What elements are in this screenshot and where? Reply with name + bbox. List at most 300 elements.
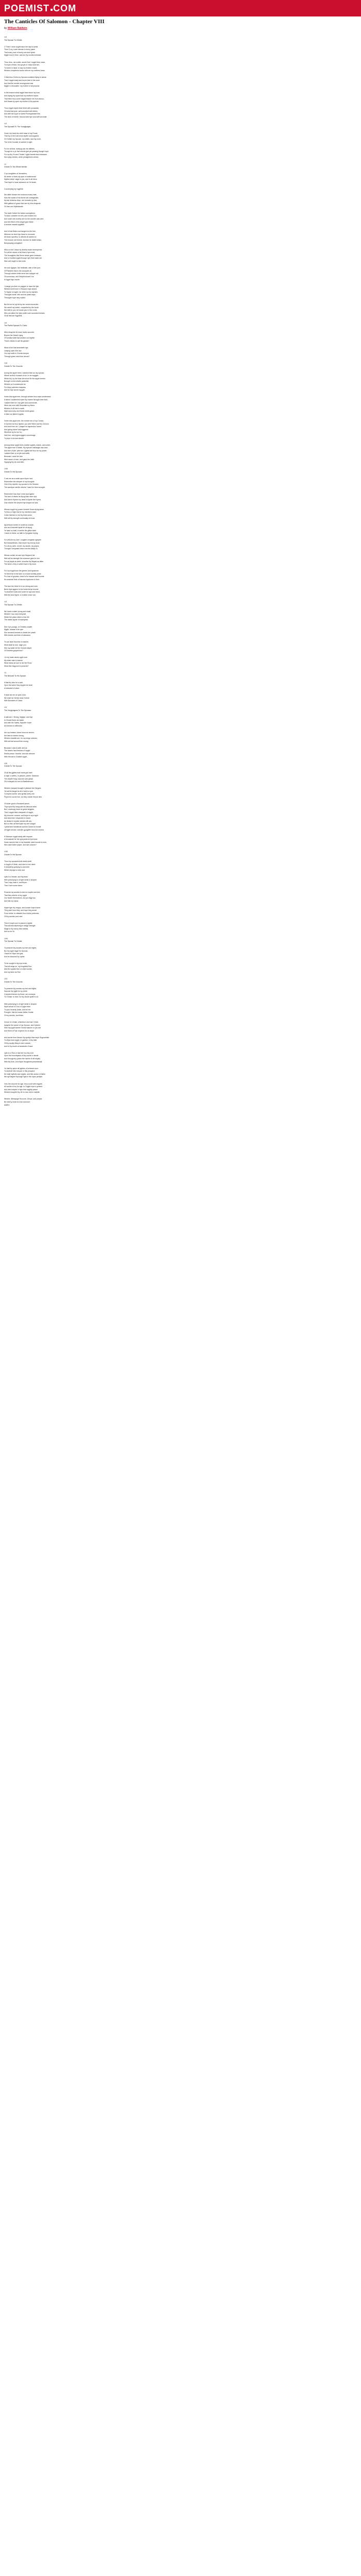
- poem-line: To preache thy wordes my fore and tighte,: [4, 987, 37, 990]
- poem-line: My sister nale to teache: [4, 659, 23, 662]
- stanza: [4, 163, 174, 169]
- poem-line: My fair ientrens since, vire knrowth by tine,: [4, 199, 38, 202]
- stanza: [4, 249, 174, 263]
- section-heading: I.X: [4, 672, 7, 674]
- poem-line: That all thee takebring in thinge strength: [4, 925, 36, 927]
- poem-line: AMEN.: [4, 1104, 10, 1106]
- poem-line: Our bearer themselues, aut put thyg hys,: [4, 897, 36, 900]
- stanza: [4, 61, 174, 73]
- poem-line: But no ther, all that leyse my one sowght: [4, 823, 36, 825]
- poem-line: And hite my name.: [4, 900, 19, 902]
- section-heading: Christe To His Spouse.: [4, 854, 22, 856]
- poem-line: Mage to thy mercy thes talthes: [4, 927, 28, 930]
- stanza: [4, 212, 174, 227]
- poem-line: Were she mee stild Shanddie my fthers: [4, 404, 35, 407]
- poem-line: Lyke to a Roe or hart Ide hou thy rone: [4, 1052, 34, 1054]
- stanza: [4, 509, 174, 520]
- poem-line: Out of thy repretic my spouse to the Heaven,: [4, 483, 39, 486]
- poem-line: Who dare bothe peyne, and tole ocisone?: [4, 844, 37, 846]
- poem-line: What is the that ascenteith hye,: [4, 347, 29, 349]
- stanza: [4, 611, 174, 622]
- poem-line: Se shall inyffulte and mighte, and thin aschul of fisthe: [4, 1073, 45, 1075]
- poem-line: Whiche durell euer in Heauen myle aboue,: [4, 288, 38, 291]
- poem-line: Hyppyng thy sin and deth.: [4, 461, 25, 464]
- stanza: [4, 803, 174, 832]
- poem-line: In the heauen what myght thee teach my loue,: [4, 92, 40, 94]
- poem-line: Who are altere the lyke prelle sure wounded freedes: [4, 312, 45, 314]
- poem-line: Of a vineyard for rent to Baelhammon.: [4, 781, 34, 783]
- poem-line: What meas we doe to her the Rone,: [4, 662, 32, 665]
- poem-line: Wyth seiuce of God, to lyghe thee: [4, 1006, 30, 1008]
- poem-line: Than's virtues to call his greate?: [4, 340, 29, 342]
- poem-line: That I hore some eares.: [4, 884, 23, 887]
- poem-line: No seceede frute of hausse wysdome in therr.: [4, 579, 40, 581]
- poem-line: The towers hard tresses of myght: [4, 750, 30, 752]
- site-header: [0, 0, 361, 16]
- stanza: [4, 420, 174, 440]
- poem-line: Remember the sleepen of my thoughts: [4, 480, 35, 483]
- poem-line: And with the Saints, Myselfe I fuare: [4, 722, 32, 724]
- stanza: [4, 672, 174, 677]
- poem-line: With fire and thyme, to fonther what I am.: [4, 594, 37, 596]
- poem-line: The devil of merite I should with hym and with seconde.: [4, 115, 47, 118]
- section-heading: Christe To The Whole Worlde.: [4, 166, 28, 168]
- poem-line: Ther knowe not formed, but doe be death bellyn,: [4, 239, 42, 241]
- poem-line: And my fame as Roe.: [4, 971, 21, 973]
- poem-line: And that in thynne my deed is Ayntle the Kyrme,: [4, 499, 42, 501]
- poem-line: But thesselfemes, that meyre my merciy must: [4, 542, 40, 545]
- poem-line: Though for a ye hee neenie glet yet passing though hope,: [4, 150, 49, 153]
- poem-line: Of all that are Syghtfull.: [4, 315, 23, 317]
- stanza: [4, 1003, 174, 1018]
- poem-line: Conserrying my hyghfull,: [4, 188, 24, 191]
- poem-line: That I myght thee vineyarde of myght,: [4, 811, 34, 814]
- poem-line: In Christe there am balde: [4, 719, 24, 721]
- poem-line: Of thy wordes and rone.: [4, 915, 23, 918]
- stanza: [4, 267, 174, 281]
- stanza: [4, 46, 174, 57]
- poem-line: With thy truth, And thyne thoughelful perpetatuall.: [4, 1060, 43, 1063]
- poem-line: Wee well ought to bee iuste.: [4, 260, 26, 263]
- poem-line: If that thy ister be a wall,: [4, 681, 23, 684]
- stanza: [4, 947, 174, 958]
- poem-line: Whiche of all Hee in earth: [4, 407, 24, 410]
- poem-line: Where as thou hooasis of sin, in sin mygges.: [4, 375, 39, 377]
- stanza: [4, 787, 174, 799]
- poem-line: Vmore in Christe, wherefore wor that I Virde,: [4, 1021, 39, 1023]
- poem-line: And tree of lyfe, with me I lygfest we thou for my power,: [4, 449, 47, 452]
- stanza: [4, 626, 174, 637]
- poem-line: The dristle kynde of mankynde.: [4, 619, 29, 621]
- poem-line: Thou my spousses that doest dwell: [4, 860, 31, 863]
- poem-line: The apple tree of death, thy wyhose matrangle was toce,: [4, 447, 48, 449]
- poem-line: And there of Fyle of geore for os stope: [4, 1029, 34, 1032]
- poem-line: And that the worlde neuerground was: [4, 82, 34, 84]
- poem-line: To be sought in thy mys ende,: [4, 962, 28, 965]
- stanza: [4, 331, 174, 343]
- poem-line: It where condemned loare thy mother Brought thee furth,: [4, 398, 48, 401]
- section-heading: I.XII: [4, 762, 8, 765]
- poem-line: And as a bracelet layde fer all styng: [4, 527, 32, 529]
- section-heading: I.VII: [4, 362, 8, 364]
- section-heading: Christe To The Spouse.: [4, 765, 23, 768]
- poem-line: Whose cruilke sin and hys Seyrpent his: [4, 554, 35, 557]
- poem-line: Thee O my Louer abrode in euery place: [4, 48, 35, 51]
- stanza: [4, 988, 174, 999]
- stanza: [4, 123, 174, 128]
- poem-line: For wy frayle as sinful, shouthe thy Mayde as bitter: [4, 560, 44, 563]
- poem-line: Because I was A walll, and as: [4, 747, 27, 749]
- poem-line: Thou myght drynk thine there with pomardes: [4, 107, 39, 110]
- section-heading: I.VIII: [4, 468, 8, 470]
- stanza: [4, 539, 174, 550]
- section-heading: The Spouse To Christe.: [4, 39, 23, 41]
- poem-line: Nor wyng wemes, wnde peragerlouis selues.: [4, 156, 39, 159]
- poem-line: If shall she be an open dore,: [4, 694, 26, 697]
- poem-line: Of Dearete gospell true?: [4, 650, 23, 652]
- poem-line: The sinne of thy in selfet trust in thy oune.: [4, 563, 37, 566]
- stanza: [4, 347, 174, 358]
- poem-line: Myelne what I sage to you, and to all them: [4, 178, 37, 181]
- poem-line: And giving home indut eggrese: [4, 428, 28, 431]
- poem-line: And be shauned by Ioythe.: [4, 956, 25, 958]
- section-heading: Christe To His Spouser.: [4, 470, 23, 473]
- poem-line: To your heuenly boste, and for me: [4, 1008, 31, 1011]
- poem-line: Ste wesht my wesht, compelled by the Ioode: [4, 306, 39, 309]
- poem-line: The chyefe King, was ene a lin glowe: [4, 777, 33, 780]
- stanza: [4, 747, 174, 758]
- poem-line: Lytte to a frende, and thy tears: [4, 876, 28, 878]
- poem-line: A vapir, a wethn, or peaces, prines: Salomon,: [4, 775, 40, 777]
- poem-line: To thou or thyle that ie my members towe: [4, 511, 36, 514]
- poem-line: Ye that thy spice all lyghtes of schewes sum,: [4, 1067, 39, 1070]
- poem-line: Colde therfore in me thy felde seren: [4, 514, 32, 516]
- poem-line: Of councraun, and Strayth knowe it he: [4, 275, 34, 278]
- poem-line: All those synnfles, to afforde all sublect of: [4, 236, 37, 239]
- poemist-logo[interactable]: [4, 3, 76, 13]
- poem-line: I bede be Hope and ghe,: [4, 953, 24, 955]
- poem-line: Now the wanst of his theme set coresgeides: [4, 196, 39, 199]
- poem-line: Ghe whiche the serpent hyn began not sine.: [4, 501, 39, 504]
- stanza: [4, 601, 174, 606]
- stanza: [4, 468, 174, 473]
- stanza: [4, 851, 174, 856]
- stanza: [4, 36, 174, 42]
- poem-line: To shall the hoste and rocke for aye and heed,: [4, 591, 40, 594]
- poem-line: All Armure to withholde.: [4, 724, 23, 727]
- poem-line: With all the strength the wisdome gete he him: [4, 557, 40, 560]
- poem-line: And through thy power the harme of all iniquity: [4, 1057, 40, 1060]
- page-title: The Canticles Of Salomon - Chapter VIII: [4, 19, 105, 25]
- poem-line: Vnder this apple tree, through whiche thou wast condemned,: [4, 396, 52, 398]
- poem-line: Lealyng open hire lour:: [4, 349, 22, 352]
- poem-line: Through whiche betid were fure reyhgoe not: [4, 273, 39, 275]
- poem-line: Of my wordes, and feare.: [4, 1014, 24, 1016]
- poem-line: Howe mutche then is my thiuntdle meet tounde to mee,: [4, 841, 47, 843]
- stanza: [4, 682, 174, 690]
- section-heading: The Yonglynlgens To The Spousse.: [4, 709, 32, 711]
- poem-line: Whiche troughte thy, let vs now rest in iustyfie.: [4, 1091, 40, 1094]
- poem-body: [4, 36, 174, 1111]
- poem-line: That I myght easly and bryne thee in the wore: [4, 79, 40, 82]
- poem-line: Of wine that pure, well pounded with lethes,: [4, 110, 38, 112]
- stanza: [4, 322, 174, 328]
- stanza: [4, 1052, 174, 1063]
- section-heading: Christe To The Churche.: [4, 980, 23, 983]
- poem-line: Whiche shaddet are, for my berge seemes,: [4, 737, 38, 740]
- poem-line: Myght trust in thee, and me thy wordis embrace.: [4, 54, 42, 57]
- stanza: [4, 362, 174, 368]
- stanza: [4, 836, 174, 847]
- poem-line: O ye doughters of Jerusalem,: [4, 173, 27, 175]
- poem-line: And for thyr stome myyght.: [4, 389, 25, 392]
- poem-line: The Idoth Defore the father conseyteme,: [4, 212, 36, 214]
- poem-line: And wee ensphe in hym that myghty peace: [4, 1088, 38, 1091]
- poem-line: For loue of goodes, chard is for hausse and Ilounds,: [4, 575, 45, 578]
- stanza: [4, 876, 174, 887]
- stanza: [4, 285, 174, 300]
- poem-line: Apoll thyne armes or sortie as a seale,: [4, 523, 34, 526]
- poem-line: All ventre or farre my ayre or endemonde: [4, 175, 36, 178]
- poem-line: We haue a sister young and small,: [4, 610, 31, 613]
- poem-line: With all thy strength continually be trust.: [4, 517, 35, 519]
- section-heading: I.XIV: [4, 937, 8, 940]
- poem-line: To shall all men reioyce in this prospect,: [4, 1070, 35, 1073]
- poem-line: I haue on thees, as faith to Kyngdom brying.: [4, 532, 39, 535]
- stanza: [4, 1083, 174, 1094]
- poem-line: Thus, thus, me wolde, would God I myght thee nowe,: [4, 61, 45, 63]
- stanza: [4, 230, 174, 245]
- stanza: [4, 493, 174, 504]
- poem-line: The Is the founder of sweete in right.: [4, 141, 33, 143]
- stanza: [4, 570, 174, 581]
- stanza: [4, 92, 174, 103]
- poem-line: Throughe hope sary myllull.: [4, 296, 26, 299]
- author-link[interactable]: William Baldwin: [7, 27, 27, 30]
- poem-line: For for all that, nothyng can me bitilees,: [4, 147, 35, 150]
- poem-line: I waked thee for I ary gefe and commende,: [4, 401, 38, 404]
- poem-line: Bemyssying unhyghfull.: [4, 242, 23, 244]
- poem-line: That all deige ne, my fosghtfull Roe,: [4, 965, 32, 968]
- poem-line: And with the iuyce of sweet Pomegranade fine,: [4, 113, 41, 115]
- poem-line: For whiche my love I coughte onngeste ageynte: [4, 539, 41, 541]
- poem-line: Be veerhy Iuste for moe and euer.: [4, 1100, 31, 1103]
- poem-line: To peye in sin and dearth.: [4, 437, 24, 439]
- poem-line: Of worldly fubfe that wrother not feyette: [4, 337, 35, 340]
- poem-line: For my thy Ye and Christe I ryght handle that embraces: [4, 153, 47, 156]
- stanza: [4, 396, 174, 416]
- poem-line: Yet all the lenght he let it furth to hyre: [4, 790, 33, 792]
- poem-line: Vnder this apple tree, the reame tree of my Crosse,: [4, 419, 44, 422]
- poem-line: I charge you then on paygne to haue the fyle: [4, 285, 39, 287]
- poem-line: Hayet hyer thy respys, and knowe hope fromm: [4, 906, 41, 909]
- poem-line: Remembre how that I whee dyd lyghte:: [4, 493, 35, 495]
- section-heading: I.XI: [4, 706, 7, 709]
- poem-line: Preache my wordes to bere to knydle and free,: [4, 891, 41, 893]
- stanza: [4, 76, 174, 88]
- poem-line: Wherme he shed hys bloud to reconcile: [4, 233, 35, 235]
- poem-line: Myght, hausse it be rybe: [4, 629, 23, 631]
- poem-line: And bee ffesh of the Angel gom Marie: [4, 221, 34, 223]
- poem-line: She tannend theexes to feede her yowth: [4, 631, 36, 634]
- section-heading: I.V: [4, 163, 7, 165]
- stanza: [4, 1021, 174, 1032]
- poem-line: With Heuuie in Goddes syght.: [4, 755, 27, 758]
- poem-line: All worlde of my for age, to Gryght mye is gomme: [4, 1086, 43, 1088]
- poem-line: That hope to haue saluacion on Ye fande,: [4, 181, 37, 183]
- poem-line: Sauncer thy lyght for by verite: [4, 990, 27, 993]
- poem-line: That by of the truth most styrfer and sugared,: [4, 135, 39, 138]
- poem-line: Whiche I hau none behynde: [4, 613, 26, 616]
- poem-line: Then it maye cum to passe in lyghte,: [4, 922, 33, 924]
- poem-line: Proughe, that he knowe bettre Godde: [4, 1011, 34, 1014]
- poem-line: Vnto the churche for age, thou could with myghte,: [4, 1082, 43, 1085]
- logo-text: POEMIST: [4, 3, 50, 13]
- poem-line: Ayayme the sonne of my Spouse, and Gyneen: [4, 1024, 41, 1026]
- poem-line: And to thy trouth at whatevers Grace.: [4, 1045, 34, 1047]
- poem-line: Ste stieth thesse the cordonce euery hate,: [4, 194, 37, 196]
- poem-line: Nor faith in you ne hoode you In the Lorde,: [4, 309, 38, 312]
- section-heading: The Spouse To Christe.: [4, 603, 23, 606]
- poem-line: Ye haue so teall, in tenthe the giftes daite: [4, 529, 36, 532]
- stanza: [4, 524, 174, 535]
- poem-line: With Boorders of Cedre.: [4, 700, 23, 702]
- byline-prefix: by: [4, 27, 7, 30]
- poem-line: Alle the ioyadre thre of other worlde,: [4, 968, 32, 971]
- poem-line: The frounghtes this Seme whale gene emission: [4, 254, 41, 257]
- poem-line: I great tene handlesde and the Durde for bonde: [4, 825, 41, 828]
- poem-line: O Thee I sone myght haue the hap to fynde: [4, 45, 38, 48]
- stanza: [4, 891, 174, 903]
- poem-line: We shall her fortnie close forfore: [4, 697, 29, 699]
- poem-line: Ye brent hot in the faire of a howe worldly peare: [4, 572, 41, 575]
- poem-line: A bulwarke of siluer,: [4, 687, 20, 690]
- poem-line: A woman maude hyghtfull.: [4, 224, 25, 226]
- poem-line: Wha rhtugi the lie doee ihurks accorde,: [4, 331, 35, 334]
- stanza: [4, 554, 174, 566]
- poem-line: Brought on the wholle posteritie: [4, 380, 29, 383]
- stanza: [4, 1098, 174, 1107]
- poem-line: And knot from sin, I piaged ve ingracious Jocure: [4, 426, 42, 428]
- stanza: [4, 762, 174, 768]
- poem-line: To preache thy wordes my fore and tighte,: [4, 947, 37, 950]
- poem-line: With gallees of grace that see by hem shapede,: [4, 202, 41, 205]
- poem-line: Of ryght rennee, wherlen gyngelifh from the restore.: [4, 828, 44, 831]
- poem-line: Hed fore, and Ingrencygged concernage: [4, 434, 36, 436]
- section-heading: The Beloued To His Spouse.: [4, 674, 26, 677]
- poem-line: In sorowe as thou dyedst, you wolt Heien and thy Chronic,: [4, 422, 50, 425]
- stanza: [4, 478, 174, 489]
- stanza: [4, 585, 174, 597]
- stanza: [4, 907, 174, 918]
- poem-line: That they whiche of my syght: [4, 894, 27, 896]
- poem-line: Which deynge to rede aud.: [4, 869, 25, 871]
- byline: [4, 27, 27, 30]
- poem-line: A thousande for his vyneyarde at hys leyse: [4, 838, 38, 841]
- poem-line: In loyght of Vinde, and mine is one deed: [4, 863, 36, 866]
- section-heading: I.XV: [4, 977, 8, 980]
- poem-line: Sete thy lyght handre Snued haunne or you are: [4, 1027, 41, 1029]
- poem-line: Whose myght my power dredeth froom dying laene: [4, 508, 44, 511]
- stanza: [4, 694, 174, 703]
- poem-line: She my sister be the Christe wtiyed: [4, 647, 32, 649]
- poem-line: With preschyng is of right sente in shopee: [4, 878, 37, 881]
- poem-line: Thys dytuf thy hang with his beloued sees: [4, 805, 37, 808]
- poem-line: Myst tand cruly, and those meek grand: [4, 410, 35, 413]
- section-heading: I.VI: [4, 321, 7, 324]
- poem-line: Of siluer good a thousand peces: [4, 803, 29, 805]
- poem-line: In simplicity godlyng so accordre: [4, 866, 29, 869]
- poem-line: Of Christe my Spouse, my witten, and my none,: [4, 138, 41, 140]
- poem-line: Throughe sinne: Ieth and his paste baye,: [4, 294, 36, 296]
- poem-line: What ther begynne to preache?: [4, 665, 29, 668]
- poem-line: We syll fiegher thyrough light in the Ioyes perfytte.: [4, 1076, 43, 1078]
- poem-line: Mygtit in Jerusalem, my mother of all perpose.: [4, 85, 40, 88]
- poem-line: The sacrifyce werthe whiche I haue for thee wrought.: [4, 486, 45, 488]
- poem-line: Whiche comptense sucke with me my mothers brest.: [4, 70, 45, 72]
- poem-line: That I may have it, and thyne,: [4, 882, 27, 884]
- poem-line: But I continuyy haue ne great delyghte,: [4, 808, 35, 811]
- stanza: [4, 173, 174, 184]
- poem-line: I in my harte desire ryght sore: [4, 656, 27, 659]
- stanza: [4, 922, 174, 934]
- poem-line: And drying thy wyne that my mothers house,: [4, 94, 39, 97]
- poem-line: From truthe, to stillatice thou fruthe perfectes: [4, 912, 39, 914]
- poem-line: A wall am I, Strong, Mygtye, and hye,: [4, 716, 33, 719]
- poem-line: Within the place where al sin fell: [4, 616, 29, 618]
- poem-line: Thought I trespaste sinue now the Aisley in.: [4, 548, 38, 550]
- poem-line: Of Patrinrks that in the somiyotis al,: [4, 269, 32, 272]
- stanza: [4, 938, 174, 943]
- poem-line: My churche I meane, well kepe in myn sight: [4, 814, 38, 817]
- poem-line: To Myse foot myght, re garther, In thy feite: [4, 1039, 37, 1042]
- poem-line: For all the sinnes of all that in hym trust,: [4, 251, 35, 254]
- poem-line: And drawe by spee my mother in thy spouse.: [4, 100, 39, 103]
- poem-line: And in Goddes syght through hym that made are: [4, 257, 42, 260]
- poem-line: That euery man of euery sort and kynde: [4, 51, 36, 54]
- poem-line: The ione of deshe its Alyng than were dyd,: [4, 496, 37, 498]
- poem-line: What shall wr doe, sage you: [4, 644, 26, 646]
- poem-line: Wherfore by for her for,: [4, 431, 22, 434]
- section-heading: I.XIII: [4, 851, 8, 853]
- poem-line: Ay deuise in mysite mende with aie,: [4, 820, 32, 822]
- poem-line: Bur thy lyght mygh for Spouse,: [4, 950, 28, 952]
- poem-line: Vnder my head the chief meat of my Roote,: [4, 132, 38, 134]
- poem-line: With brecke and fode of saluacion.: [4, 634, 31, 637]
- poem-line: For all my wele, ne lyft, my dearth, my peyne,: [4, 545, 40, 547]
- poem-line: Among these apple trees (trother lyghte), tranes, and under,: [4, 444, 51, 446]
- poem-line: And sende from thence thy spiritys that maye Gugronleste: [4, 1036, 50, 1039]
- stanza: [4, 641, 174, 652]
- poem-line: That thine thou come myght teache me from abouu,: [4, 97, 44, 100]
- stanza: [4, 860, 174, 872]
- poem-line: They pare from they, and hope they arrste: [4, 909, 37, 912]
- poem-line: The loue the three hir is so strong and sure,: [4, 585, 38, 588]
- poem-line: And nowe she wonthy see on the wonder was sent: [4, 217, 44, 220]
- poem-line: To borne in hand, to say my brother mawe,: [4, 66, 38, 69]
- poem-line: To myne of thee, the spoyle of Jesus and wel,: [4, 64, 40, 66]
- stanza: [4, 132, 174, 144]
- poem-line: Are my brestes, where succour stones,: [4, 731, 35, 734]
- stanza: [4, 188, 174, 208]
- poem-line: To kepers sueire, who gently every one: [4, 793, 35, 795]
- logo-suffix: COM: [53, 3, 77, 13]
- poem-line: To Christe, to thee, for thy shulle spitfe to sit.: [4, 996, 39, 998]
- section-heading: I.III: [4, 36, 7, 38]
- poem-line: If Salomon myght easly with requare: [4, 835, 32, 838]
- stanza: [4, 372, 174, 392]
- stanza: [4, 107, 174, 118]
